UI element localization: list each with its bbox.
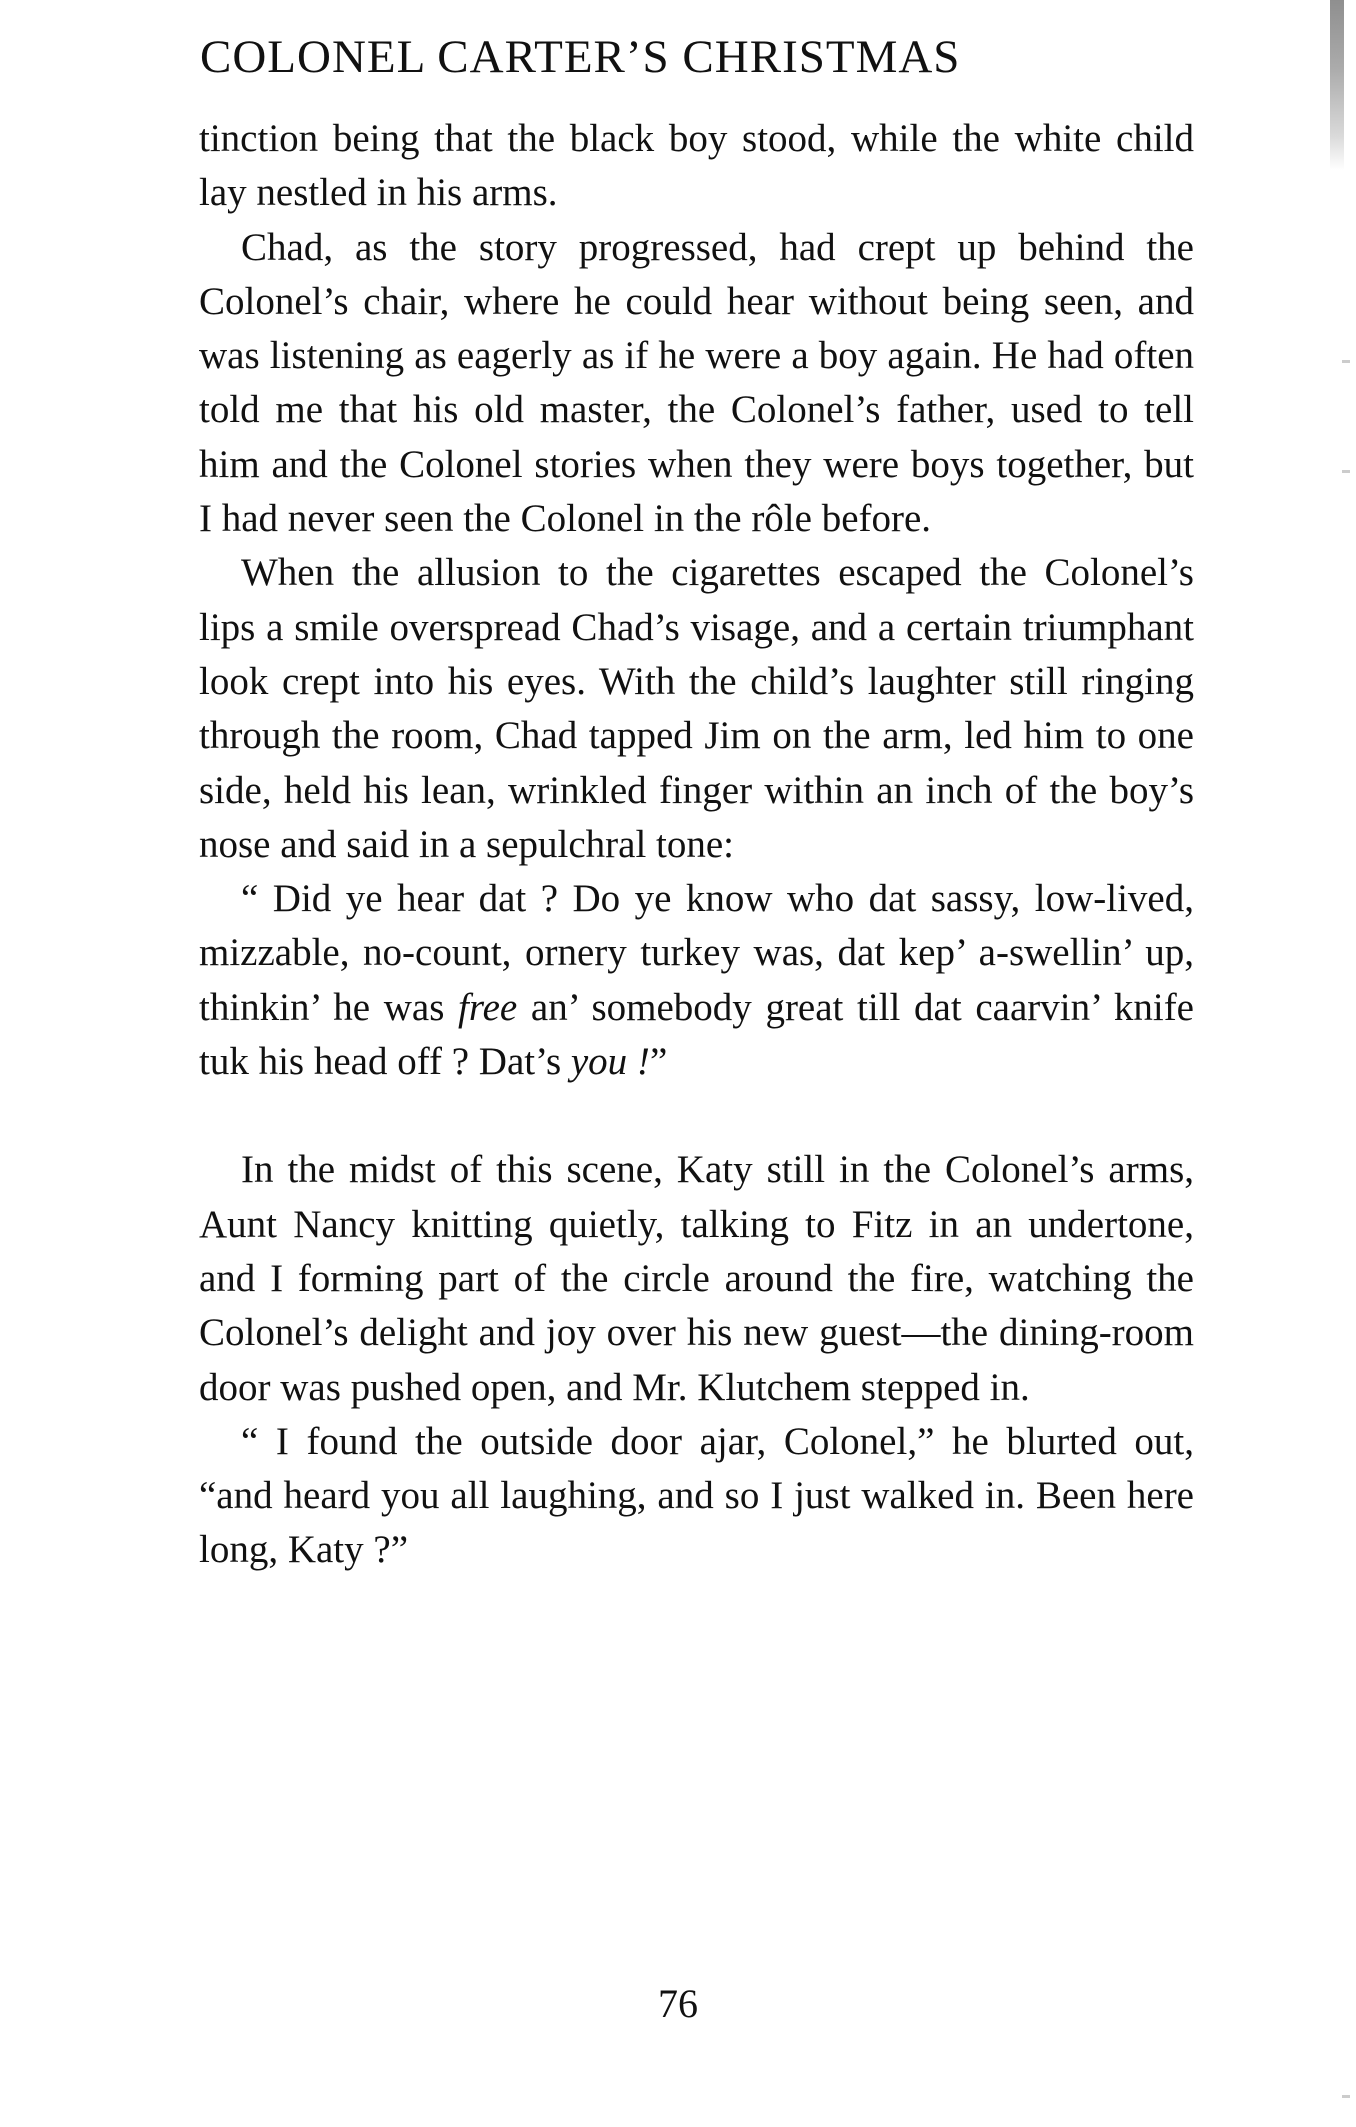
italic-emphasis: free bbox=[458, 985, 518, 1029]
paragraph bbox=[199, 112, 1194, 221]
running-head: COLONEL CARTER’S CHRISTMAS bbox=[200, 31, 961, 83]
paragraph-text: In the midst of this scene, Katy still in the Colonel’s arms, Aunt Nancy knitting quietly, talking to Fitz in an undertone, and I forming part of the circle around the fire, watching the Colonel’s delight and joy over his new guest—the dining-room door was pushed open, and Mr. Klutchem stepped in. bbox=[199, 1148, 1194, 1409]
paragraph bbox=[199, 546, 1194, 872]
paragraph-text: an’ somebody great till dat caarvin’ knife tuk his head off ? Dat’s bbox=[199, 985, 1194, 1084]
paragraph-text: “ I found the outside door ajar, Colonel,” he blurted out, “and heard you all laughing, and so I just walked in. Been here long, Katy ?” bbox=[199, 1419, 1194, 1572]
paragraph-text: When the allusion to the cigarettes escaped the Colonel’s lips a smile overspread Chad’s visage, and a certain triumphant look crept into his eyes. With the child’s laughter still ringing through the room, Chad tapped Jim on the arm, led him to one side, held his lean, wrinkled finger within an inch of the boy’s nose and said in a sepulchral tone: bbox=[199, 551, 1194, 866]
page-number: 76 bbox=[658, 1981, 698, 2026]
edge-speck bbox=[1342, 470, 1350, 473]
paragraph-text: tinction being that the black boy stood, while the white child lay nestled in his arms. bbox=[199, 117, 1194, 215]
paragraph bbox=[199, 1143, 1194, 1414]
edge-speck bbox=[1342, 360, 1350, 363]
dialogue-paragraph bbox=[199, 1415, 1194, 1578]
paragraph-text: “ Did ye hear dat ? Do ye know who dat sassy, low-lived, mizzable, no-count, ornery turkey was, dat kep’ a-swellin’ up, thinkin’ he was bbox=[199, 877, 1194, 1029]
paragraph-text: Chad, as the story progressed, had crept up behind the Colonel’s chair, where he could hear without being seen, and was listening as eagerly as if he were a boy again. He had often told me that his old master, the Colonel’s father, used to tell him and the Colonel stories when they were boys together, but I had never seen the Colonel in the rôle before. bbox=[199, 225, 1194, 541]
italic-emphasis: you ! bbox=[570, 1040, 650, 1084]
paragraph bbox=[199, 221, 1194, 547]
body-text bbox=[199, 112, 1194, 1578]
edge-speck bbox=[1342, 2095, 1350, 2098]
page-edge-shadow bbox=[1330, 0, 1344, 170]
paragraph-text: ” bbox=[649, 1040, 668, 1084]
dialogue-paragraph bbox=[199, 872, 1194, 1089]
